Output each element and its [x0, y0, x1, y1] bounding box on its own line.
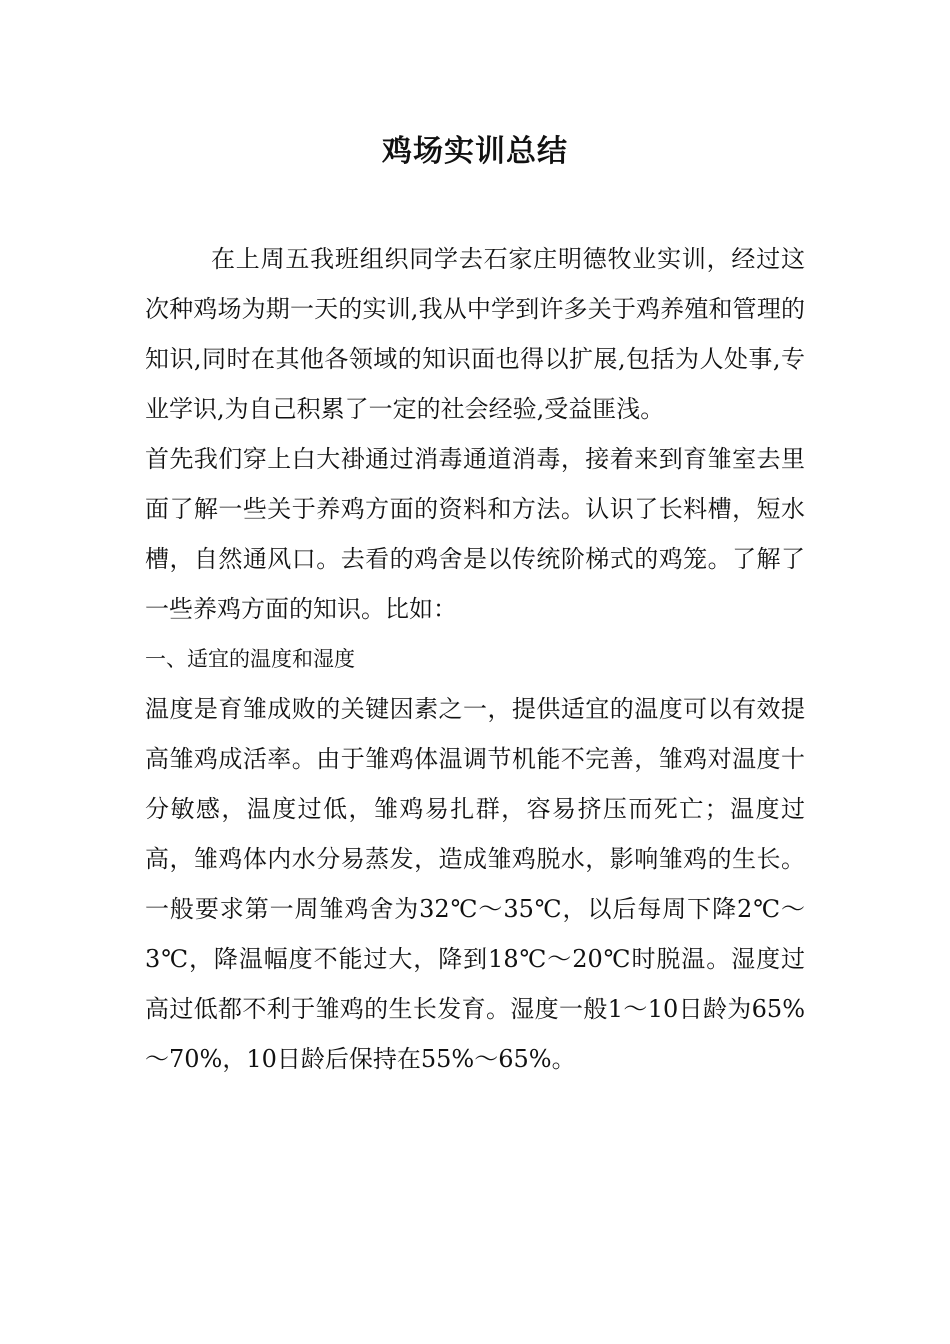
- section-heading-temperature-humidity: 一、适宜的温度和湿度: [145, 647, 355, 671]
- paragraph-temperature-humidity: 温度是育雏成败的关键因素之一，提供适宜的温度可以有效提高雏鸡成活率。由于雏鸡体温调节机能不完善，雏鸡对温度十分敏感，温度过低，雏鸡易扎群，容易挤压而死亡；温度过高，雏鸡体内水分易蒸发，造成雏鸡脱水，影响雏鸡的生长。一般要求第一周雏鸡舍为32℃～35℃，以后每周下降2℃～3℃，降温幅度不能过大，降到18℃～20℃时脱温。湿度过高过低都不利于雏鸡的生长发育。湿度一般1～10日龄为65%～70%，10日龄后保持在55%～65%。: [145, 695, 805, 1073]
- paragraph-visit: 首先我们穿上白大褂通过消毒通道消毒，接着来到育雏室去里面了解一些关于养鸡方面的资料和方法。认识了长料槽，短水槽，自然通风口。去看的鸡舍是以传统阶梯式的鸡笼。了解了一些养鸡方面的知识。比如：: [145, 445, 805, 623]
- paragraph-intro: 在上周五我班组织同学去石家庄明德牧业实训，经过这次种鸡场为期一天的实训,我从中学到许多关于鸡养殖和管理的知识,同时在其他各领域的知识面也得以扩展,包括为人处事,专业学识,为自己积累了一定的社会经验,受益匪浅。: [145, 245, 805, 423]
- document-body: [145, 234, 805, 1084]
- document-title: 鸡场实训总结: [382, 134, 568, 169]
